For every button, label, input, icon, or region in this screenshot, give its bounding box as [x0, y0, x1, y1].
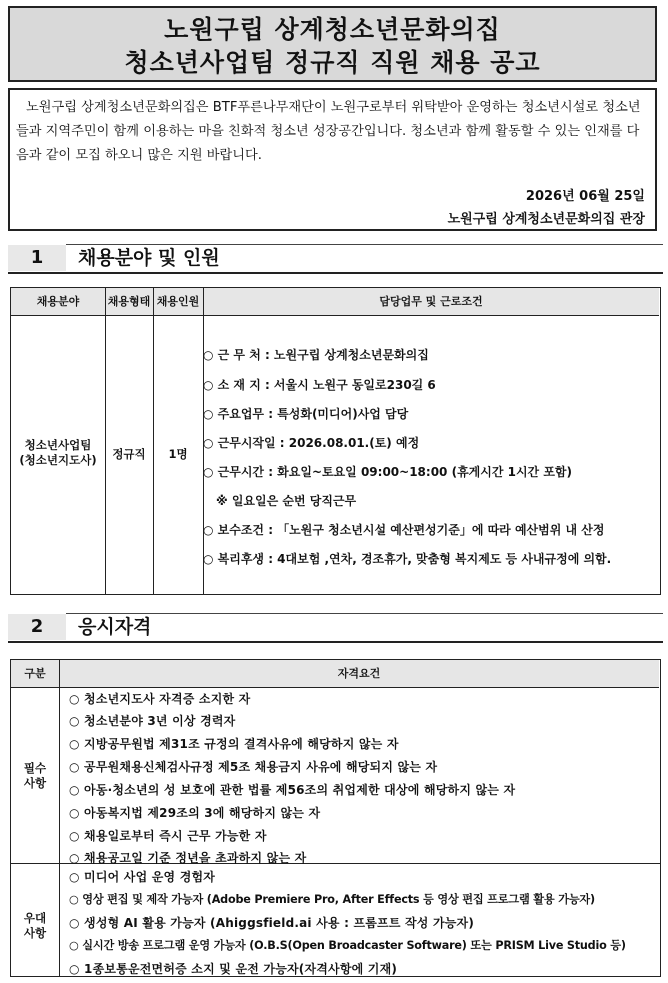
- section-2-top-rule: [66, 613, 663, 614]
- qualification-table: [10, 659, 661, 977]
- section-2-title: 응시자격: [78, 616, 152, 638]
- type-cell: 정규직: [112, 447, 146, 461]
- section-2-number: 2: [8, 614, 66, 640]
- field-subname: (청소년지도사): [19, 453, 97, 467]
- required-label: [11, 761, 59, 791]
- field-cell: [11, 438, 105, 468]
- required-item: ○ 아동복지법 제29조의 3에 해당하지 않는 자: [69, 806, 321, 820]
- duty-item: ○ 주요업무 : 특성화(미디어)사업 담당: [203, 407, 409, 421]
- required-label-line: 필수: [23, 761, 47, 775]
- field-name: 청소년사업팀: [24, 438, 92, 452]
- section-2-header: [8, 614, 663, 640]
- header-requirements: 자격요건: [59, 660, 659, 688]
- preferred-item: ○ 1종보통운전면허증 소지 및 운전 가능자(자격사항에 기재): [69, 962, 398, 976]
- duty-item: ○ 근무시간 : 화요일~토요일 09:00~18:00 (휴게시간 1시간 포함): [203, 465, 572, 479]
- preferred-item: ○ 영상 편집 및 제작 가능자 (Adobe Premiere Pro, After Effects 등 영상 편집 프로그램 활용 가능자): [69, 893, 595, 906]
- col-divider: [59, 660, 60, 976]
- notice-date: 2026년 06월 25일: [525, 189, 645, 204]
- preferred-item: ○ 실시간 방송 프로그램 운영 가능자 (O.B.S(Open Broadcaster Software) 또는 PRISM Live Studio 등): [69, 939, 626, 952]
- col-divider: [105, 288, 106, 594]
- recruitment-table: [10, 287, 661, 595]
- required-item: ○ 채용공고일 기준 정년을 초과하지 않는 자: [69, 851, 307, 865]
- section-1-number: 1: [8, 245, 66, 271]
- header-type: 채용형태: [105, 288, 153, 316]
- title-box: [8, 6, 657, 82]
- title-line-2: 청소년사업팀 정규직 직원 채용 공고: [124, 48, 541, 77]
- title-line-1: 노원구립 상계청소년문화의집: [164, 15, 501, 44]
- notice-signature: 노원구립 상계청소년문화의집 관장: [447, 212, 645, 227]
- required-item: ○ 채용일로부터 즉시 근무 가능한 자: [69, 829, 267, 843]
- required-label-line: 사항: [23, 776, 47, 790]
- intro-text: 노원구립 상계청소년문화의집은 BTF푸른나무재단이 노원구로부터 위탁받아 운영하는 청소년시설로 청소년들과 지역주민이 함께 이용하는 마을 친화적 청소년 성장공간입니다. 청소년과 함께 활동할 수 있는 인재를 다음과 같이 모집 하오니 많은 지원 바랍니다.: [16, 100, 641, 163]
- count-cell: 1명: [168, 447, 188, 461]
- preferred-label-line: 우대: [23, 911, 47, 925]
- section-1-header: [8, 245, 663, 271]
- required-item: ○ 지방공무원법 제31조 규정의 결격사유에 해당하지 않는 자: [69, 737, 399, 751]
- preferred-item: ○ 생성형 AI 활용 가능자 (Ahiggsfield.ai 사용 : 프롬프트 작성 가능자): [69, 916, 475, 930]
- preferred-item: ○ 미디어 사업 운영 경험자: [69, 870, 216, 884]
- duty-note: ※ 일요일은 순번 당직근무: [216, 494, 357, 508]
- header-category: 구분: [11, 660, 59, 688]
- section-1-title: 채용분야 및 인원: [78, 247, 220, 269]
- section-2-rule: [8, 641, 663, 643]
- intro-box: [8, 88, 657, 231]
- preferred-label-line: 사항: [23, 926, 47, 940]
- preferred-label: [11, 911, 59, 941]
- header-duties: 담당업무 및 근로조건: [203, 288, 659, 316]
- header-field: 채용분야: [11, 288, 105, 316]
- required-item: ○ 청소년분야 3년 이상 경력자: [69, 714, 236, 728]
- section-1-rule: [8, 272, 663, 274]
- header-count: 채용인원: [153, 288, 203, 316]
- required-item: ○ 아동·청소년의 성 보호에 관한 법률 제56조의 취업제한 대상에 해당하지 않는 자: [69, 783, 516, 797]
- duty-item: ○ 보수조건 : 「노원구 청소년시설 예산편성기준」에 따라 예산범위 내 산정: [203, 523, 605, 537]
- duty-item: ○ 근무시작일 : 2026.08.01.(토) 예정: [203, 436, 420, 450]
- duty-item: ○ 소 재 지 : 서울시 노원구 동일로230길 6: [203, 378, 436, 392]
- col-divider: [153, 288, 154, 594]
- duty-item: ○ 근 무 처 : 노원구립 상계청소년문화의집: [203, 348, 429, 362]
- required-item: ○ 청소년지도사 자격증 소지한 자: [69, 692, 251, 706]
- duty-item: ○ 복리후생 : 4대보험 ,연차, 경조휴가, 맞춤형 복지제도 등 사내규정에 의함.: [203, 552, 612, 566]
- required-item: ○ 공무원채용신체검사규정 제5조 채용금지 사유에 해당되지 않는 자: [69, 760, 438, 774]
